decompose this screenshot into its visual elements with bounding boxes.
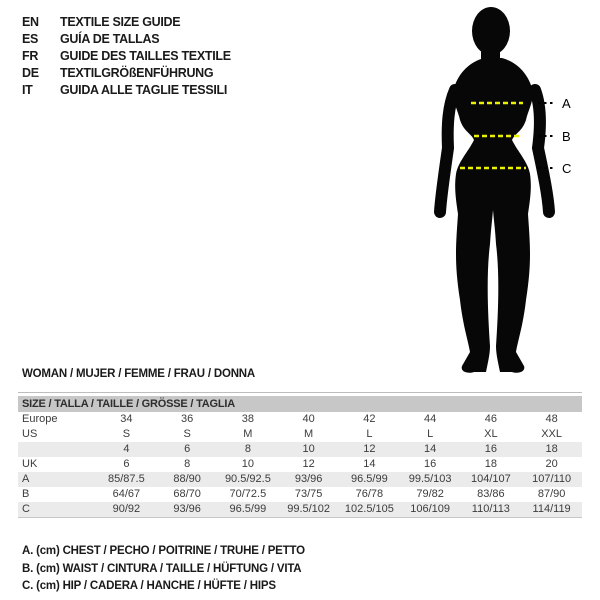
size-cell: 16 [424,458,437,470]
size-cell: S [122,428,131,440]
size-cell: 102.5/105 [344,503,394,515]
size-cell: 14 [424,443,437,455]
size-cell: 90.5/92.5 [224,473,271,485]
size-cell: 83/86 [477,488,505,500]
row-label: A [22,473,30,485]
size-cell: 107/110 [532,473,572,485]
size-cell: 79/82 [416,488,444,500]
table-row [18,442,582,457]
size-cell: 40 [302,413,315,425]
measurement-legend [22,543,305,596]
chest-marker-label: A [562,96,571,111]
section-title: WOMAN / MUJER / FEMME / FRAU / DONNA [22,368,256,380]
size-cell: L [366,428,373,440]
language-code: ES [22,32,39,46]
language-guide-title: TEXTILGRÖßENFÜHRUNG [60,66,214,80]
table-row [18,457,582,472]
language-guide-title: GUIDE DES TAILLES TEXTILE [60,49,231,63]
table-row [18,412,582,427]
language-title-list [22,14,231,99]
body-measurement-figure [398,0,600,382]
size-cell: 6 [184,443,191,455]
legend-line: A. (cm) CHEST / PECHO / POITRINE / TRUHE / PETTO [22,545,305,557]
size-cell: 48 [545,413,558,425]
size-table [18,392,582,518]
size-cell: 38 [241,413,254,425]
language-row [22,14,231,31]
size-cell: 16 [484,443,497,455]
language-guide-title: TEXTILE SIZE GUIDE [60,15,181,29]
size-cell: 68/70 [173,488,201,500]
size-cell: 96.5/99 [351,473,388,485]
language-guide-title: GUIDA ALLE TAGLIE TESSILI [60,83,228,97]
row-label: UK [22,458,38,470]
size-cell: 10 [302,443,315,455]
size-cell: M [243,428,253,440]
size-cell: 18 [484,458,497,470]
size-cell: XL [484,428,498,440]
hip-marker-label: C [562,161,572,176]
size-table-header: SIZE / TALLA / TAILLE / GRÖSSE / TAGLIA [18,396,582,412]
size-cell: 64/67 [112,488,141,500]
table-row [18,487,582,502]
legend-line: C. (cm) HIP / CADERA / HANCHE / HÜFTE / HIPS [22,580,276,592]
size-cell: 12 [302,458,315,470]
size-cell: 46 [484,413,497,425]
size-cell: XXL [541,428,563,440]
size-cell: 6 [123,458,130,470]
size-cell: 10 [241,458,254,470]
table-row [18,472,582,487]
waist-marker-label: B [562,129,571,144]
size-cell: 104/107 [470,473,511,485]
size-cell: 34 [120,413,133,425]
language-row [22,48,231,65]
row-label: C [22,503,30,515]
size-cell: S [183,428,191,440]
language-code: EN [22,15,39,29]
size-cell: 93/96 [294,473,323,485]
size-cell: 96.5/99 [229,503,267,515]
size-cell: 87/90 [537,488,566,500]
size-table-body [18,412,582,517]
language-row [22,31,231,48]
size-cell: 70/72.5 [229,488,267,500]
size-cell: 99.5/102 [287,503,331,515]
size-cell: 93/96 [173,503,201,515]
size-cell: 76/78 [355,488,384,500]
language-row [22,82,231,99]
language-code: FR [22,49,39,63]
size-cell: 4 [123,443,130,455]
row-label: Europe [22,413,58,425]
size-cell: 42 [363,413,376,425]
table-row [18,502,582,517]
row-label: US [22,428,38,440]
size-cell: 20 [545,458,558,470]
size-cell: 18 [545,443,558,455]
row-label: B [22,488,30,500]
size-cell: 110/113 [471,503,510,515]
size-cell: 90/92 [112,503,141,515]
size-cell: 99.5/103 [408,473,452,485]
language-code: IT [22,83,33,97]
woman-silhouette-diagram [398,0,600,382]
size-cell: 73/75 [294,488,323,500]
legend-line: B. (cm) WAIST / CINTURA / TAILLE / HÜFTUNG / VITA [22,562,302,575]
size-cell: 36 [181,413,194,425]
language-code: DE [22,66,39,80]
size-cell: 106/109 [410,503,450,515]
language-row [22,65,231,82]
size-cell: 114/119 [532,503,571,515]
size-cell: 14 [363,458,376,470]
size-cell: 8 [184,458,191,470]
size-cell: L [427,428,434,440]
size-cell: M [304,428,314,440]
size-cell: 44 [424,413,437,425]
language-guide-title: GUÍA DE TALLAS [60,32,160,46]
size-cell: 88/90 [173,473,201,485]
size-cell: 85/87.5 [108,473,145,485]
size-cell: 8 [244,443,251,455]
size-cell: 12 [363,443,376,455]
table-row [18,427,582,442]
woman-silhouette [440,7,549,373]
row-label [18,442,96,457]
